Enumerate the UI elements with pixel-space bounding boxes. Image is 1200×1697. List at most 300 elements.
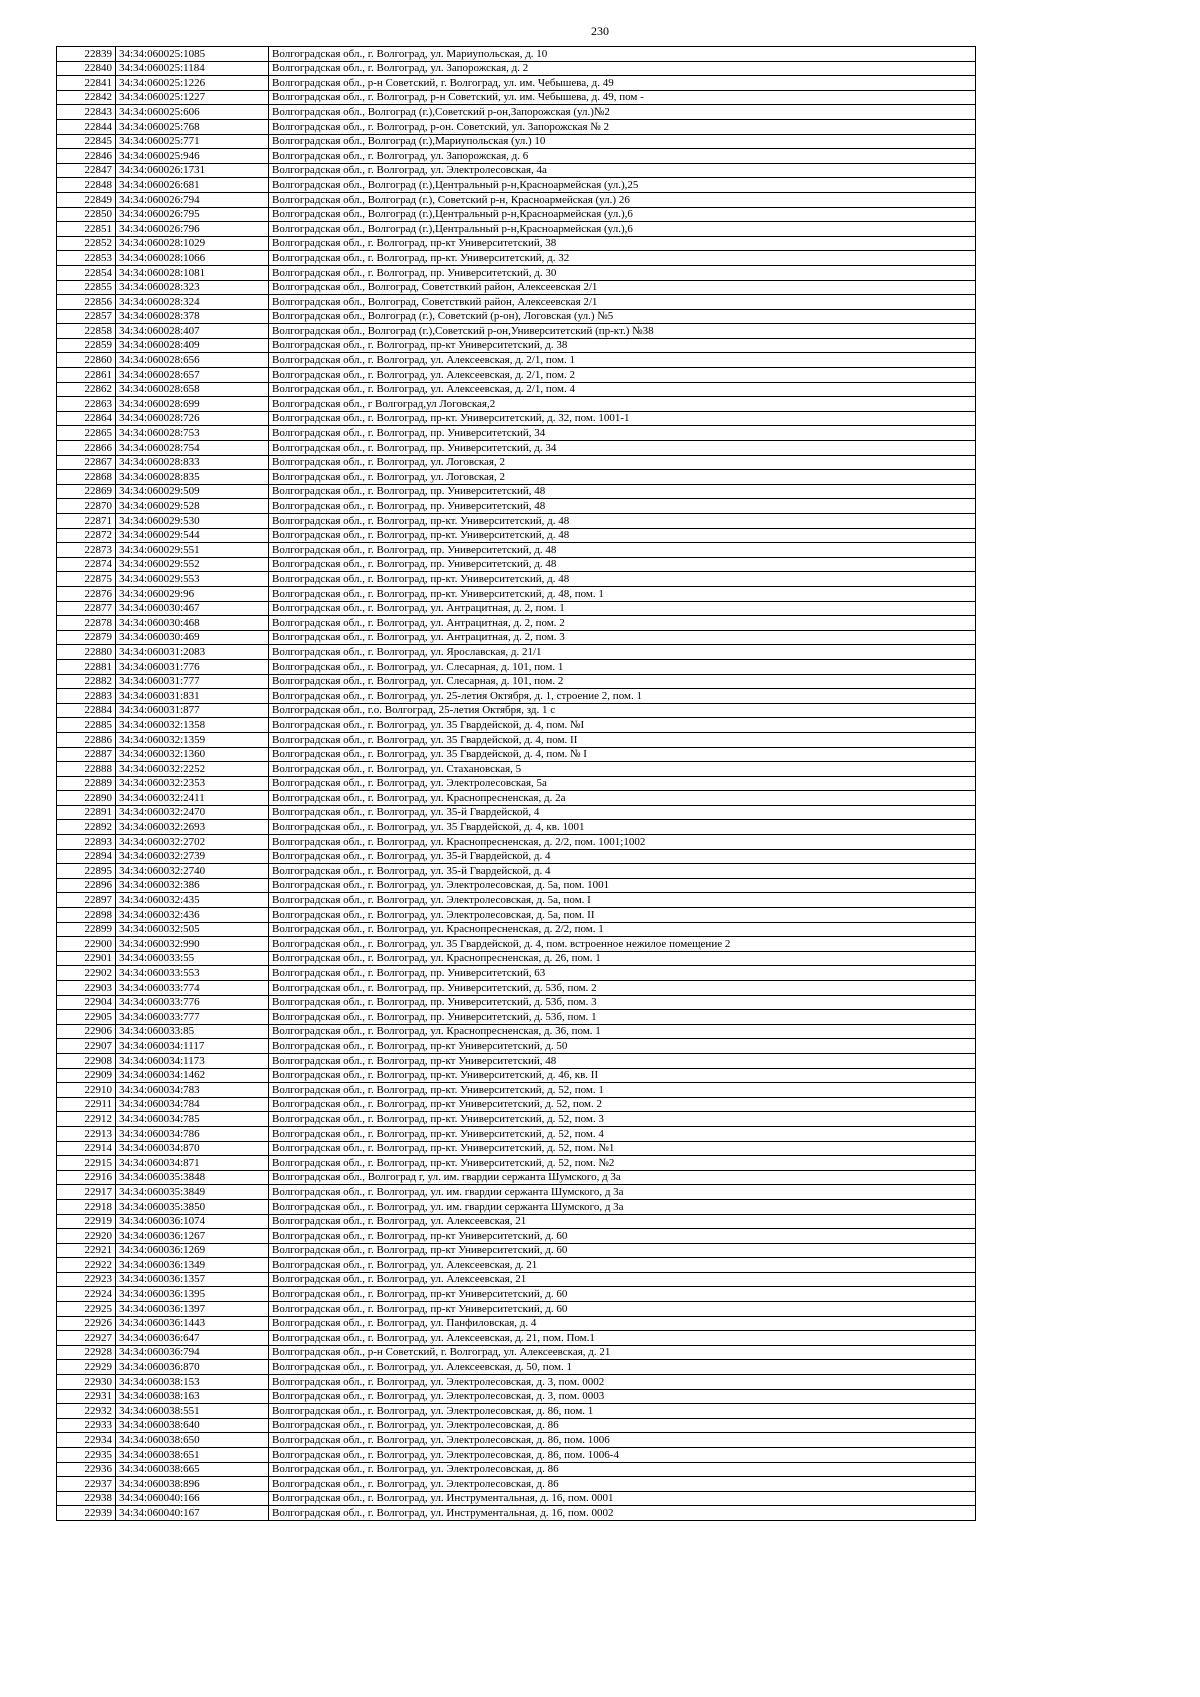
address: Волгоградская обл., г. Волгоград, ул. Алексеевская, д. 21, пом. Пом.1 xyxy=(269,1331,976,1346)
row-number: 22937 xyxy=(57,1477,116,1492)
cadastral-number: 34:34:060029:96 xyxy=(116,586,269,601)
cadastral-number: 34:34:060036:1443 xyxy=(116,1316,269,1331)
cadastral-number: 34:34:060034:1117 xyxy=(116,1039,269,1054)
table-row xyxy=(57,1229,976,1244)
table-row xyxy=(57,645,976,660)
table-row xyxy=(57,703,976,718)
cadastral-number: 34:34:060036:870 xyxy=(116,1360,269,1375)
row-number: 22929 xyxy=(57,1360,116,1375)
table-row xyxy=(57,295,976,310)
table-row xyxy=(57,426,976,441)
table-row xyxy=(57,441,976,456)
address: Волгоградская обл., г. Волгоград, пр-кт Университетский, д. 60 xyxy=(269,1243,976,1258)
cadastral-number: 34:34:060036:1074 xyxy=(116,1214,269,1229)
address: Волгоградская обл., г. Волгоград, р-н Советский, ул. им. Чебышева, д. 49, пом - xyxy=(269,90,976,105)
row-number: 22839 xyxy=(57,47,116,62)
row-number: 22857 xyxy=(57,309,116,324)
row-number: 22844 xyxy=(57,119,116,134)
cadastral-number: 34:34:060029:551 xyxy=(116,543,269,558)
address: Волгоградская обл., г. Волгоград, ул. Слесарная, д. 101, пом. 2 xyxy=(269,674,976,689)
cadastral-number: 34:34:060032:2411 xyxy=(116,791,269,806)
address: Волгоградская обл., г. Волгоград, ул. Запорожская, д. 2 xyxy=(269,61,976,76)
cadastral-number: 34:34:060025:771 xyxy=(116,134,269,149)
address: Волгоградская обл., г. Волгоград, пр-кт Университетский, д. 60 xyxy=(269,1287,976,1302)
address: Волгоградская обл., г. Волгоград, пр-кт. Университетский, д. 32 xyxy=(269,251,976,266)
address: Волгоградская обл., г. Волгоград, ул. 35 Гвардейской, д. 4, пом. встроенное нежилое помещение 2 xyxy=(269,937,976,952)
row-number: 22887 xyxy=(57,747,116,762)
cadastral-number: 34:34:060028:407 xyxy=(116,324,269,339)
cadastral-number: 34:34:060036:1395 xyxy=(116,1287,269,1302)
address: Волгоградская обл., г. Волгоград, ул. Электролесовская, д. 86, пом. 1006-4 xyxy=(269,1448,976,1463)
cadastral-number: 34:34:060040:167 xyxy=(116,1506,269,1521)
row-number: 22843 xyxy=(57,105,116,120)
cadastral-number: 34:34:060034:870 xyxy=(116,1141,269,1156)
table-row xyxy=(57,1272,976,1287)
row-number: 22897 xyxy=(57,893,116,908)
row-number: 22911 xyxy=(57,1097,116,1112)
table-row xyxy=(57,1433,976,1448)
row-number: 22907 xyxy=(57,1039,116,1054)
row-number: 22884 xyxy=(57,703,116,718)
table-row xyxy=(57,922,976,937)
cadastral-number: 34:34:060036:1269 xyxy=(116,1243,269,1258)
address: Волгоградская обл., г. Волгоград, ул. Алексеевская, д. 2/1, пом. 4 xyxy=(269,382,976,397)
row-number: 22861 xyxy=(57,368,116,383)
address: Волгоградская обл., г. Волгоград, ул. Алексеевская, д. 2/1, пом. 1 xyxy=(269,353,976,368)
row-number: 22920 xyxy=(57,1229,116,1244)
cadastral-number: 34:34:060028:753 xyxy=(116,426,269,441)
cadastral-number: 34:34:060033:777 xyxy=(116,1010,269,1025)
row-number: 22922 xyxy=(57,1258,116,1273)
address: Волгоградская обл., г. Волгоград, р-он. Советский, ул. Запорожская № 2 xyxy=(269,119,976,134)
table-row xyxy=(57,791,976,806)
table-row xyxy=(57,835,976,850)
cadastral-number: 34:34:060032:2470 xyxy=(116,805,269,820)
table-row xyxy=(57,1302,976,1317)
table-row xyxy=(57,338,976,353)
address: Волгоградская обл., г. Волгоград, ул. Панфиловская, д. 4 xyxy=(269,1316,976,1331)
cadastral-number: 34:34:060031:831 xyxy=(116,689,269,704)
cadastral-number: 34:34:060030:467 xyxy=(116,601,269,616)
row-number: 22845 xyxy=(57,134,116,149)
table-row xyxy=(57,1404,976,1419)
cadastral-number: 34:34:060025:606 xyxy=(116,105,269,120)
table-row xyxy=(57,762,976,777)
table-row xyxy=(57,368,976,383)
address: Волгоградская обл., г Волгоград,ул Логовская,2 xyxy=(269,397,976,412)
address: Волгоградская обл., г. Волгоград, ул. Электролесовская, д. 86 xyxy=(269,1418,976,1433)
row-number: 22876 xyxy=(57,586,116,601)
cadastral-number: 34:34:060025:1227 xyxy=(116,90,269,105)
table-row xyxy=(57,674,976,689)
row-number: 22925 xyxy=(57,1302,116,1317)
registry-table xyxy=(56,46,976,1521)
cadastral-number: 34:34:060028:656 xyxy=(116,353,269,368)
table-row xyxy=(57,382,976,397)
table-row xyxy=(57,1199,976,1214)
cadastral-number: 34:34:060034:784 xyxy=(116,1097,269,1112)
row-number: 22931 xyxy=(57,1389,116,1404)
cadastral-number: 34:34:060030:469 xyxy=(116,630,269,645)
address: Волгоградская обл., г. Волгоград, пр. Университетский, 48 xyxy=(269,484,976,499)
row-number: 22934 xyxy=(57,1433,116,1448)
table-row xyxy=(57,1418,976,1433)
address: Волгоградская обл., г. Волгоград, пр-кт Университетский, д. 60 xyxy=(269,1302,976,1317)
table-row xyxy=(57,484,976,499)
cadastral-number: 34:34:060029:530 xyxy=(116,514,269,529)
table-row xyxy=(57,586,976,601)
cadastral-number: 34:34:060030:468 xyxy=(116,616,269,631)
cadastral-number: 34:34:060032:2353 xyxy=(116,776,269,791)
row-number: 22840 xyxy=(57,61,116,76)
table-row xyxy=(57,1039,976,1054)
row-number: 22891 xyxy=(57,805,116,820)
cadastral-number: 34:34:060029:544 xyxy=(116,528,269,543)
table-row xyxy=(57,61,976,76)
table-row xyxy=(57,1112,976,1127)
row-number: 22902 xyxy=(57,966,116,981)
address: Волгоградская обл., г. Волгоград, ул. 35-й Гвардейской, д. 4 xyxy=(269,864,976,879)
address: Волгоградская обл., р-н Советский, г. Волгоград, ул. Алексеевская, д. 21 xyxy=(269,1345,976,1360)
row-number: 22906 xyxy=(57,1024,116,1039)
address: Волгоградская обл., г. Волгоград, пр-кт. Университетский, д. 48, пом. 1 xyxy=(269,586,976,601)
cadastral-number: 34:34:060032:436 xyxy=(116,908,269,923)
address: Волгоградская обл., г. Волгоград, ул. Мариупольская, д. 10 xyxy=(269,47,976,62)
cadastral-number: 34:34:060033:55 xyxy=(116,951,269,966)
row-number: 22877 xyxy=(57,601,116,616)
table-row xyxy=(57,47,976,62)
address: Волгоградская обл., Волгоград, Советствкий район, Алексеевская 2/1 xyxy=(269,295,976,310)
address: Волгоградская обл., г. Волгоград, ул. Ярославская, д. 21/1 xyxy=(269,645,976,660)
address: Волгоградская обл., г. Волгоград, пр. Университетский, д. 30 xyxy=(269,265,976,280)
row-number: 22926 xyxy=(57,1316,116,1331)
address: Волгоградская обл., г. Волгоград, пр-кт. Университетский, д. 48 xyxy=(269,572,976,587)
address: Волгоградская обл., г. Волгоград, ул. 35 Гвардейской, д. 4, пом. № I xyxy=(269,747,976,762)
row-number: 22939 xyxy=(57,1506,116,1521)
address: Волгоградская обл., г. Волгоград, пр. Университетский, д. 53б, пом. 1 xyxy=(269,1010,976,1025)
table-row xyxy=(57,1083,976,1098)
address: Волгоградская обл., г. Волгоград, пр-кт Университетский, 38 xyxy=(269,236,976,251)
cadastral-number: 34:34:060025:946 xyxy=(116,149,269,164)
row-number: 22912 xyxy=(57,1112,116,1127)
row-number: 22901 xyxy=(57,951,116,966)
address: Волгоградская обл., г. Волгоград, ул. им. гвардии сержанта Шумского, д 3а xyxy=(269,1199,976,1214)
address: Волгоградская обл., Волгоград (г.),Советский р-он,Запорожская (ул.)№2 xyxy=(269,105,976,120)
address: Волгоградская обл., г. Волгоград, ул. им. гвардии сержанта Шумского, д 3а xyxy=(269,1185,976,1200)
address: Волгоградская обл., г. Волгоград, ул. 35 Гвардейской, д. 4, пом. №I xyxy=(269,718,976,733)
address: Волгоградская обл., г. Волгоград, ул. Электролесовская, д. 86, пом. 1006 xyxy=(269,1433,976,1448)
row-number: 22894 xyxy=(57,849,116,864)
cadastral-number: 34:34:060028:1081 xyxy=(116,265,269,280)
cadastral-number: 34:34:060028:1029 xyxy=(116,236,269,251)
row-number: 22855 xyxy=(57,280,116,295)
table-row xyxy=(57,951,976,966)
row-number: 22915 xyxy=(57,1156,116,1171)
row-number: 22882 xyxy=(57,674,116,689)
cadastral-number: 34:34:060036:647 xyxy=(116,1331,269,1346)
cadastral-number: 34:34:060032:990 xyxy=(116,937,269,952)
table-row xyxy=(57,1331,976,1346)
row-number: 22886 xyxy=(57,732,116,747)
address: Волгоградская обл., г. Волгоград, ул. Электролесовская, д. 3, пом. 0002 xyxy=(269,1375,976,1390)
table-row xyxy=(57,630,976,645)
row-number: 22916 xyxy=(57,1170,116,1185)
cadastral-number: 34:34:060032:2739 xyxy=(116,849,269,864)
address: Волгоградская обл., г. Волгоград, ул. Краснопресненская, д. 36, пом. 1 xyxy=(269,1024,976,1039)
cadastral-number: 34:34:060032:1360 xyxy=(116,747,269,762)
address: Волгоградская обл., г. Волгоград, пр. Университетский, 34 xyxy=(269,426,976,441)
cadastral-number: 34:34:060038:665 xyxy=(116,1462,269,1477)
cadastral-number: 34:34:060031:2083 xyxy=(116,645,269,660)
table-row xyxy=(57,105,976,120)
table-row xyxy=(57,995,976,1010)
table-row xyxy=(57,732,976,747)
table-row xyxy=(57,119,976,134)
cadastral-number: 34:34:060032:2252 xyxy=(116,762,269,777)
address: Волгоградская обл., г. Волгоград, пр. Университетский, д. 48 xyxy=(269,557,976,572)
address: Волгоградская обл., г. Волгоград, ул. 35 Гвардейской, д. 4, пом. II xyxy=(269,732,976,747)
row-number: 22864 xyxy=(57,411,116,426)
address: Волгоградская обл., г. Волгоград, ул. Алексеевская, 21 xyxy=(269,1214,976,1229)
row-number: 22914 xyxy=(57,1141,116,1156)
address: Волгоградская обл., г. Волгоград, ул. Алексеевская, 21 xyxy=(269,1272,976,1287)
cadastral-number: 34:34:060032:435 xyxy=(116,893,269,908)
address: Волгоградская обл., г. Волгоград, пр. Университетский, д. 53б, пом. 3 xyxy=(269,995,976,1010)
address: Волгоградская обл., г. Волгоград, ул. Краснопресненская, д. 26, пом. 1 xyxy=(269,951,976,966)
table-row xyxy=(57,514,976,529)
address: Волгоградская обл., г. Волгоград, ул. Краснопресненская, д. 2/2, пом. 1 xyxy=(269,922,976,937)
address: Волгоградская обл., г. Волгоград, ул. 35-й Гвардейской, 4 xyxy=(269,805,976,820)
cadastral-number: 34:34:060033:774 xyxy=(116,981,269,996)
row-number: 22842 xyxy=(57,90,116,105)
cadastral-number: 34:34:060031:776 xyxy=(116,659,269,674)
row-number: 22854 xyxy=(57,265,116,280)
address: Волгоградская обл., Волгоград (г.),Мариупольская (ул.) 10 xyxy=(269,134,976,149)
table-row xyxy=(57,455,976,470)
address: Волгоградская обл., г. Волгоград, ул. Логовская, 2 xyxy=(269,455,976,470)
table-row xyxy=(57,776,976,791)
cadastral-number: 34:34:060028:323 xyxy=(116,280,269,295)
row-number: 22905 xyxy=(57,1010,116,1025)
address: Волгоградская обл., г. Волгоград, ул. Электролесовская, д. 86 xyxy=(269,1462,976,1477)
row-number: 22881 xyxy=(57,659,116,674)
address: Волгоградская обл., г. Волгоград, ул. Алексеевская, д. 21 xyxy=(269,1258,976,1273)
cadastral-number: 34:34:060035:3850 xyxy=(116,1199,269,1214)
address: Волгоградская обл., г. Волгоград, ул. Антрацитная, д. 2, пом. 3 xyxy=(269,630,976,645)
address: Волгоградская обл., г. Волгоград, пр-кт Университетский, д. 38 xyxy=(269,338,976,353)
table-row xyxy=(57,1316,976,1331)
row-number: 22879 xyxy=(57,630,116,645)
cadastral-number: 34:34:060038:163 xyxy=(116,1389,269,1404)
cadastral-number: 34:34:060036:794 xyxy=(116,1345,269,1360)
row-number: 22868 xyxy=(57,470,116,485)
cadastral-number: 34:34:060026:795 xyxy=(116,207,269,222)
address: Волгоградская обл., г. Волгоград, пр-кт. Университетский, д. 48 xyxy=(269,528,976,543)
cadastral-number: 34:34:060026:796 xyxy=(116,222,269,237)
cadastral-number: 34:34:060034:871 xyxy=(116,1156,269,1171)
row-number: 22898 xyxy=(57,908,116,923)
table-row xyxy=(57,937,976,952)
cadastral-number: 34:34:060034:786 xyxy=(116,1126,269,1141)
address: Волгоградская обл., г. Волгоград, ул. Электролесовская, д. 3, пом. 0003 xyxy=(269,1389,976,1404)
row-number: 22873 xyxy=(57,543,116,558)
row-number: 22856 xyxy=(57,295,116,310)
table-row xyxy=(57,878,976,893)
address: Волгоградская обл., г. Волгоград, ул. Запорожская, д. 6 xyxy=(269,149,976,164)
address: Волгоградская обл., г. Волгоград, пр-кт. Университетский, д. 52, пом. 1 xyxy=(269,1083,976,1098)
address: Волгоградская обл., Волгоград (г.), Советский р-н, Красноармейская (ул.) 26 xyxy=(269,192,976,207)
address: Волгоградская обл., г. Волгоград, ул. 35 Гвардейской, д. 4, кв. 1001 xyxy=(269,820,976,835)
row-number: 22904 xyxy=(57,995,116,1010)
row-number: 22910 xyxy=(57,1083,116,1098)
address: Волгоградская обл., г. Волгоград, ул. Инструментальная, д. 16, пом. 0002 xyxy=(269,1506,976,1521)
cadastral-number: 34:34:060026:1731 xyxy=(116,163,269,178)
cadastral-number: 34:34:060034:783 xyxy=(116,1083,269,1098)
row-number: 22862 xyxy=(57,382,116,397)
cadastral-number: 34:34:060038:153 xyxy=(116,1375,269,1390)
cadastral-number: 34:34:060028:409 xyxy=(116,338,269,353)
table-row xyxy=(57,616,976,631)
table-row xyxy=(57,893,976,908)
row-number: 22936 xyxy=(57,1462,116,1477)
cadastral-number: 34:34:060028:754 xyxy=(116,441,269,456)
address: Волгоградская обл., г. Волгоград, ул. Слесарная, д. 101, пом. 1 xyxy=(269,659,976,674)
row-number: 22860 xyxy=(57,353,116,368)
cadastral-number: 34:34:060028:657 xyxy=(116,368,269,383)
row-number: 22892 xyxy=(57,820,116,835)
cadastral-number: 34:34:060038:896 xyxy=(116,1477,269,1492)
table-row xyxy=(57,1097,976,1112)
table-row xyxy=(57,1506,976,1521)
table-row xyxy=(57,1389,976,1404)
address: Волгоградская обл., г. Волгоград, пр. Университетский, д. 34 xyxy=(269,441,976,456)
table-row xyxy=(57,1010,976,1025)
cadastral-number: 34:34:060038:551 xyxy=(116,1404,269,1419)
cadastral-number: 34:34:060035:3848 xyxy=(116,1170,269,1185)
row-number: 22888 xyxy=(57,762,116,777)
table-row xyxy=(57,324,976,339)
table-row xyxy=(57,309,976,324)
address: Волгоградская обл., г. Волгоград, пр-кт. Университетский, д. 52, пом. 4 xyxy=(269,1126,976,1141)
row-number: 22895 xyxy=(57,864,116,879)
table-row xyxy=(57,192,976,207)
table-row xyxy=(57,864,976,879)
table-row xyxy=(57,1126,976,1141)
address: Волгоградская обл., г. Волгоград, ул. Электролесовская, 5а xyxy=(269,776,976,791)
row-number: 22850 xyxy=(57,207,116,222)
row-number: 22878 xyxy=(57,616,116,631)
cadastral-number: 34:34:060029:528 xyxy=(116,499,269,514)
table-row xyxy=(57,1156,976,1171)
cadastral-number: 34:34:060028:1066 xyxy=(116,251,269,266)
row-number: 22928 xyxy=(57,1345,116,1360)
address: Волгоградская обл., г. Волгоград, пр-кт. Университетский, д. 48 xyxy=(269,514,976,529)
row-number: 22900 xyxy=(57,937,116,952)
cadastral-number: 34:34:060032:1359 xyxy=(116,732,269,747)
cadastral-number: 34:34:060028:833 xyxy=(116,455,269,470)
address: Волгоградская обл., г. Волгоград, ул. 35-й Гвардейской, д. 4 xyxy=(269,849,976,864)
address: Волгоградская обл., г. Волгоград, пр. Университетский, 63 xyxy=(269,966,976,981)
cadastral-number: 34:34:060034:1462 xyxy=(116,1068,269,1083)
table-row xyxy=(57,1375,976,1390)
table-row xyxy=(57,1214,976,1229)
row-number: 22866 xyxy=(57,441,116,456)
address: Волгоградская обл., Волгоград г, ул. им. гвардии сержанта Шумского, д 3а xyxy=(269,1170,976,1185)
address: Волгоградская обл., Волгоград (г.),Советский р-он,Университетский (пр-кт.) №38 xyxy=(269,324,976,339)
page-number: 230 xyxy=(591,24,609,38)
row-number: 22932 xyxy=(57,1404,116,1419)
table-row xyxy=(57,572,976,587)
table-row xyxy=(57,659,976,674)
table-row xyxy=(57,718,976,733)
row-number: 22848 xyxy=(57,178,116,193)
cadastral-number: 34:34:060025:1085 xyxy=(116,47,269,62)
cadastral-number: 34:34:060032:386 xyxy=(116,878,269,893)
table-row xyxy=(57,543,976,558)
row-number: 22924 xyxy=(57,1287,116,1302)
table-row xyxy=(57,1170,976,1185)
cadastral-number: 34:34:060029:552 xyxy=(116,557,269,572)
address: Волгоградская обл., г. Волгоград, пр-кт Университетский, 48 xyxy=(269,1053,976,1068)
table-row xyxy=(57,222,976,237)
cadastral-number: 34:34:060035:3849 xyxy=(116,1185,269,1200)
address: Волгоградская обл., г. Волгоград, ул. Электролесовская, д. 86, пом. 1 xyxy=(269,1404,976,1419)
table-row xyxy=(57,805,976,820)
cadastral-number: 34:34:060033:776 xyxy=(116,995,269,1010)
address: Волгоградская обл., г. Волгоград, ул. Электролесовская, 4а xyxy=(269,163,976,178)
table-row xyxy=(57,163,976,178)
table-row xyxy=(57,353,976,368)
cadastral-number: 34:34:060028:699 xyxy=(116,397,269,412)
table-row xyxy=(57,1141,976,1156)
row-number: 22921 xyxy=(57,1243,116,1258)
address: Волгоградская обл., г. Волгоград, ул. Алексеевская, д. 2/1, пом. 2 xyxy=(269,368,976,383)
row-number: 22935 xyxy=(57,1448,116,1463)
table-row xyxy=(57,981,976,996)
cadastral-number: 34:34:060029:553 xyxy=(116,572,269,587)
row-number: 22841 xyxy=(57,76,116,91)
table-row xyxy=(57,265,976,280)
cadastral-number: 34:34:060038:650 xyxy=(116,1433,269,1448)
table-row xyxy=(57,849,976,864)
address: Волгоградская обл., г. Волгоград, пр. Университетский, д. 53б, пом. 2 xyxy=(269,981,976,996)
cadastral-number: 34:34:060038:651 xyxy=(116,1448,269,1463)
address: Волгоградская обл., г. Волгоград, ул. Краснопресненская, д. 2а xyxy=(269,791,976,806)
address: Волгоградская обл., Волгоград, Советствкий район, Алексеевская 2/1 xyxy=(269,280,976,295)
row-number: 22923 xyxy=(57,1272,116,1287)
table-row xyxy=(57,411,976,426)
table-row xyxy=(57,470,976,485)
address: Волгоградская обл., г. Волгоград, ул. Стахановская, 5 xyxy=(269,762,976,777)
table-row xyxy=(57,747,976,762)
table-row xyxy=(57,1477,976,1492)
table-row xyxy=(57,1345,976,1360)
address: Волгоградская обл., г. Волгоград, ул. Электролесовская, д. 5а, пом. II xyxy=(269,908,976,923)
address: Волгоградская обл., Волгоград (г.),Центральный р-н,Красноармейская (ул.),6 xyxy=(269,222,976,237)
table-row xyxy=(57,1258,976,1273)
cadastral-number: 34:34:060031:877 xyxy=(116,703,269,718)
cadastral-number: 34:34:060036:1349 xyxy=(116,1258,269,1273)
table-row xyxy=(57,207,976,222)
row-number: 22899 xyxy=(57,922,116,937)
row-number: 22908 xyxy=(57,1053,116,1068)
address: Волгоградская обл., г.о. Волгоград, 25-летия Октября, зд. 1 с xyxy=(269,703,976,718)
address: Волгоградская обл., г. Волгоград, ул. Электролесовская, д. 5а, пом. 1001 xyxy=(269,878,976,893)
row-number: 22933 xyxy=(57,1418,116,1433)
row-number: 22896 xyxy=(57,878,116,893)
table-row xyxy=(57,178,976,193)
address: Волгоградская обл., г. Волгоград, пр-кт. Университетский, д. 52, пом. №2 xyxy=(269,1156,976,1171)
